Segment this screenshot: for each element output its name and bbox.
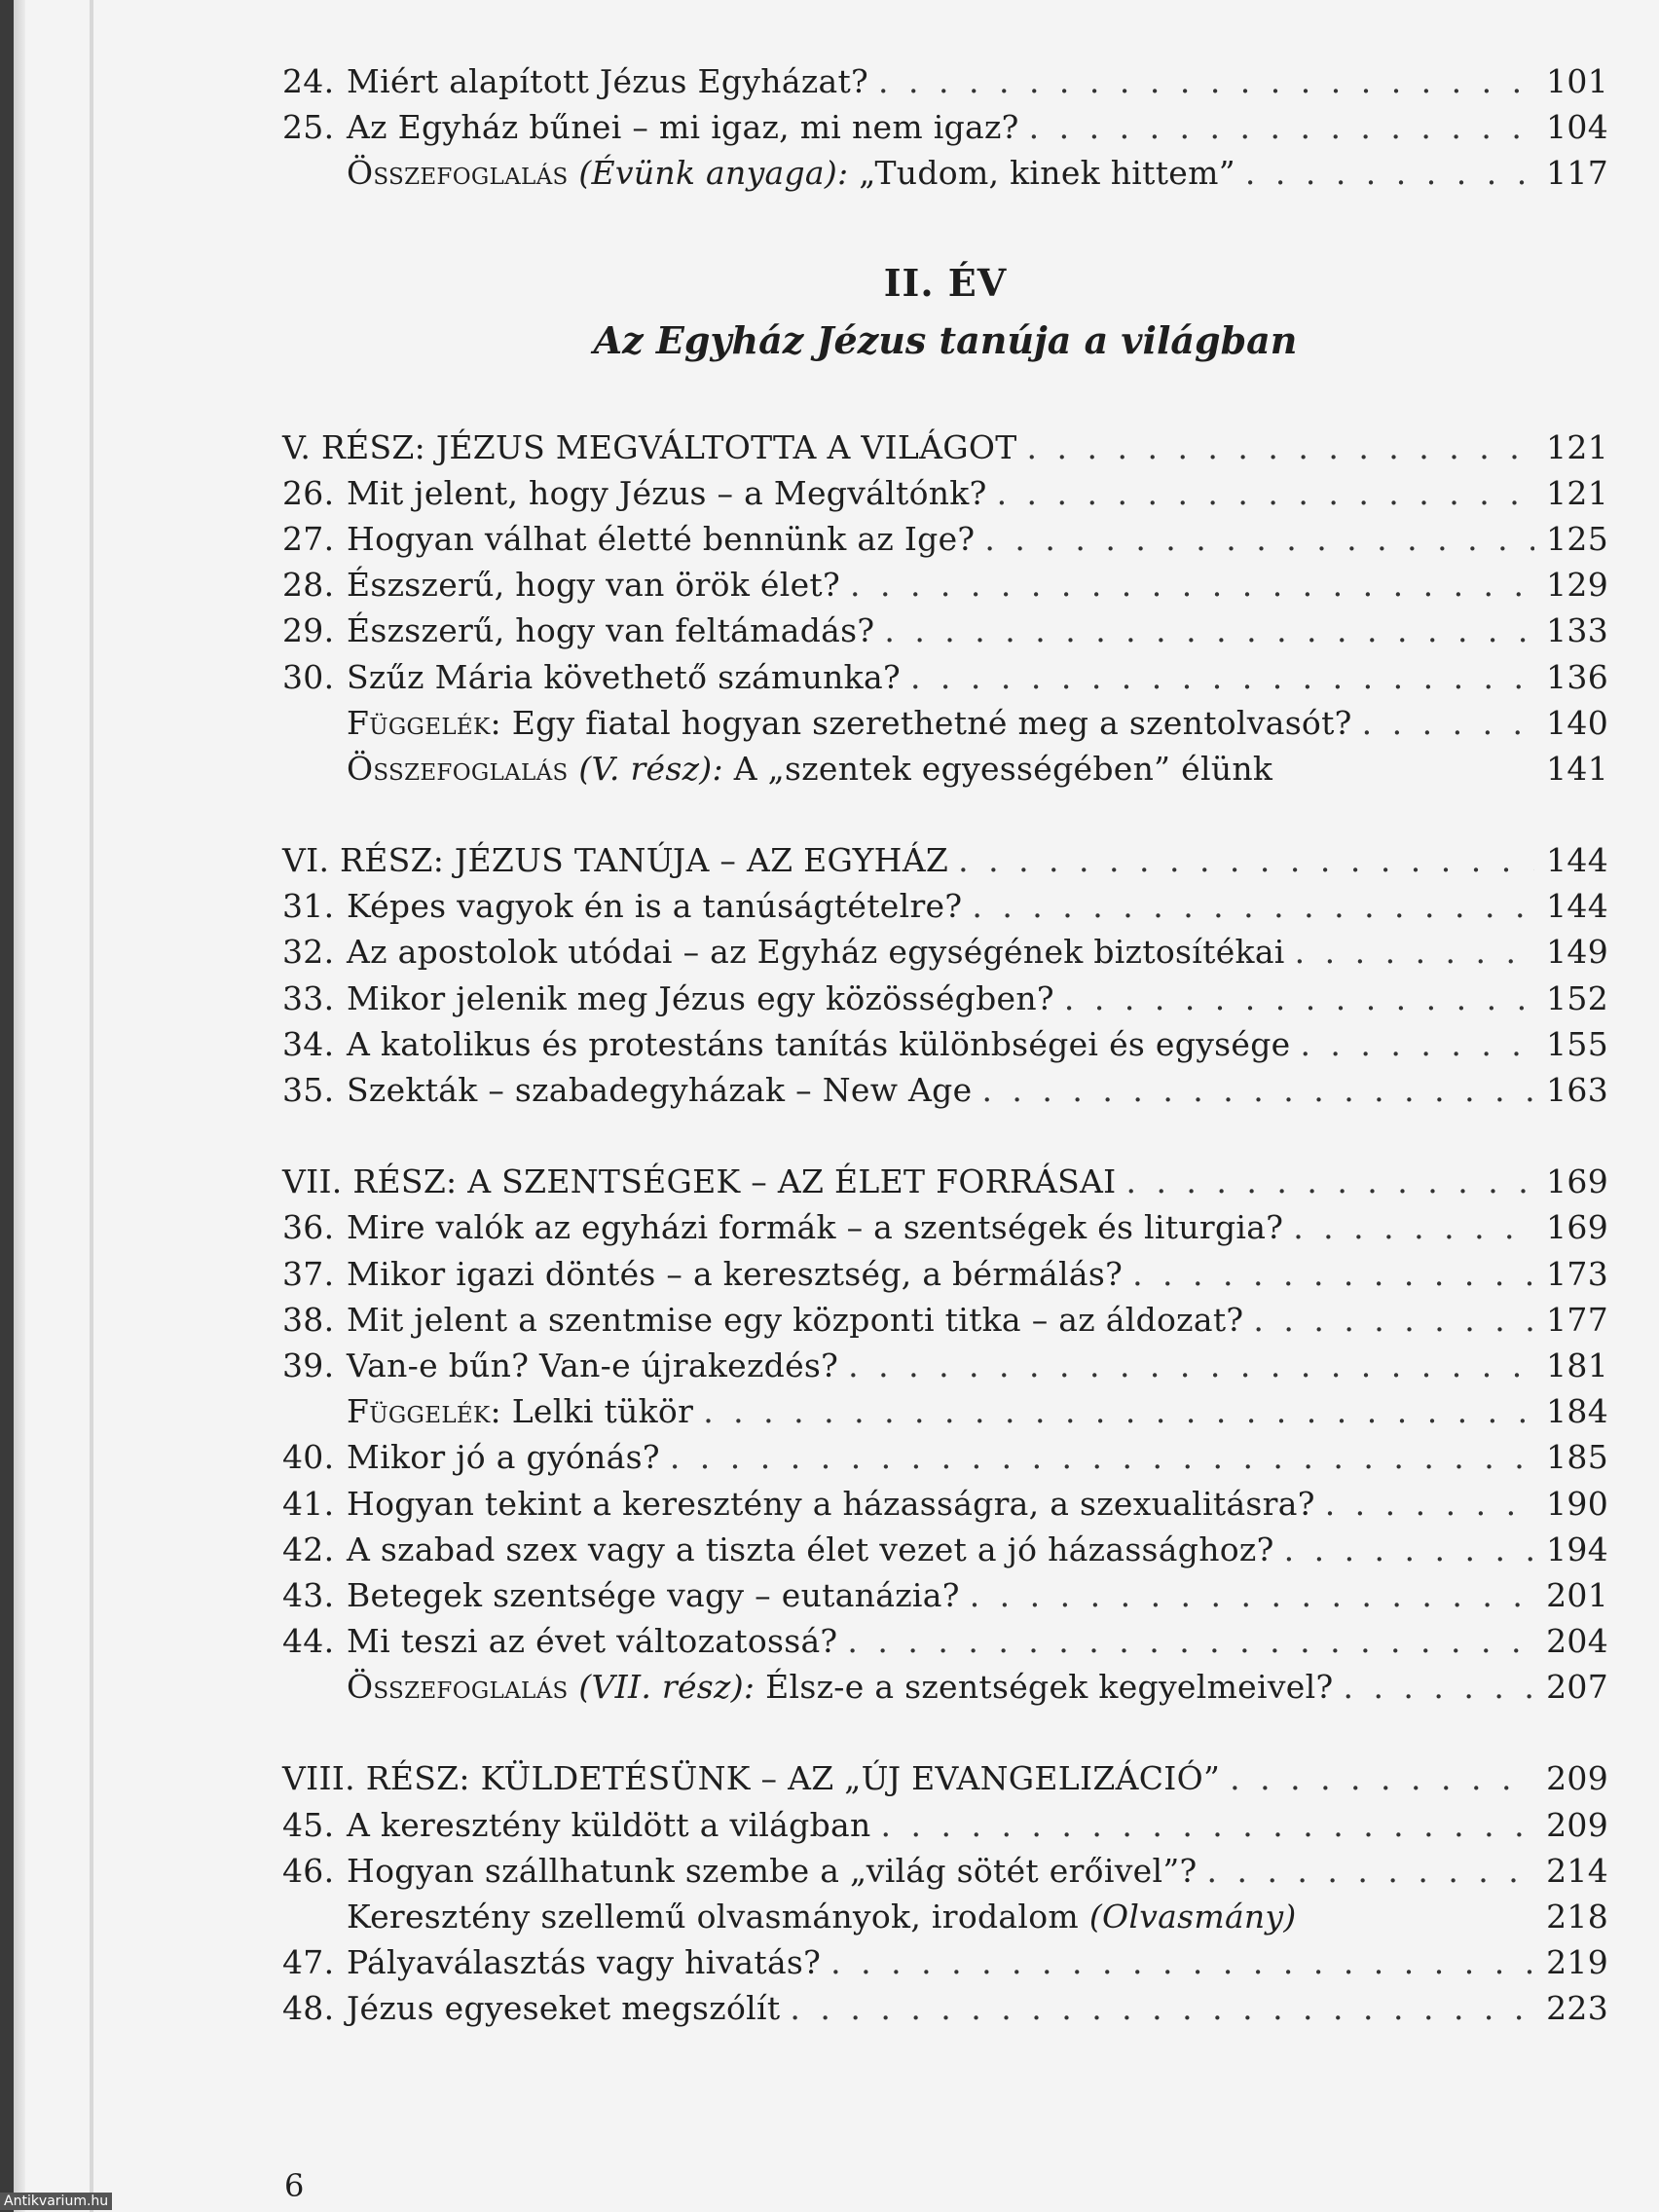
leader-dots: [1325, 1481, 1534, 1527]
leader-dots: [981, 1067, 1534, 1113]
leader-dots: [970, 1572, 1534, 1618]
entry-title: Hogyan válhat életté bennünk az Ige?: [347, 519, 976, 558]
leader-dots: [1362, 700, 1534, 746]
entry-page: 163: [1546, 1071, 1608, 1109]
entry-title: Képes vagyok én is a tanúságtételre?: [347, 887, 963, 926]
entry-page: 214: [1546, 1851, 1608, 1890]
entry-title: [347, 746, 1282, 792]
leader-dots: [1230, 1755, 1534, 1801]
toc-entry: [282, 1572, 1608, 1618]
entry-title: Hogyan szállhatunk szembe a „világ sötét erőivel”?: [347, 1851, 1198, 1890]
entry-page: 144: [1546, 887, 1608, 926]
toc-entry: [282, 976, 1608, 1021]
toc-appendix: [282, 1388, 1608, 1434]
entry-page: 209: [1546, 1759, 1608, 1798]
leader-dots: [1132, 1251, 1534, 1297]
leader-dots: [878, 58, 1534, 104]
entry-number: 35.: [282, 1071, 335, 1109]
year-subtitle: Az Egyház Jézus tanúja a világban: [593, 317, 1298, 362]
page-number: 6: [284, 2167, 305, 2204]
entry-number: 37.: [282, 1254, 335, 1293]
leader-dots: [1343, 1664, 1534, 1710]
entry-number: 48.: [282, 1989, 335, 2028]
leader-dots: [1064, 976, 1534, 1021]
entry-page: 121: [1546, 473, 1608, 512]
toc-entry: [282, 1985, 1608, 2031]
entry-number: 34.: [282, 1024, 335, 1063]
toc-entry: [282, 1204, 1608, 1250]
toc-entry: [282, 1067, 1608, 1113]
toc-summary: [282, 150, 1608, 196]
entry-page: 209: [1546, 1805, 1608, 1844]
watermark: Antikvarium.hu: [0, 2193, 112, 2210]
page-edge: [90, 0, 93, 2212]
toc-entry: [282, 654, 1608, 700]
entry-number: 33.: [282, 978, 335, 1017]
entry-title: Van-e bűn? Van-e újrakezdés?: [347, 1346, 839, 1384]
toc-entry: [282, 1434, 1608, 1480]
summary-title: A „szentek egyességében” élünk: [733, 749, 1273, 788]
entry-page: 184: [1546, 1392, 1608, 1431]
leader-dots: [881, 1802, 1535, 1848]
leader-dots: [1253, 1297, 1534, 1343]
summary-prefix: Összefoglalás: [347, 154, 569, 193]
leader-dots: [1206, 1848, 1534, 1894]
entry-page: 152: [1546, 978, 1608, 1017]
toc-entry: [282, 608, 1608, 653]
page-gutter: [14, 0, 25, 2212]
entry-title: Mit jelent a szentmise egy központi titka – az áldozat?: [347, 1300, 1244, 1339]
entry-number: 43.: [282, 1575, 335, 1614]
entry-page: 136: [1546, 657, 1608, 696]
entry-number: 46.: [282, 1851, 335, 1890]
appendix-title: Lelki tükör: [511, 1392, 694, 1431]
entry-title: A keresztény küldött a világban: [347, 1805, 871, 1844]
entry-title: Mikor jó a gyónás?: [347, 1438, 660, 1477]
part-heading: [282, 837, 1608, 883]
leader-dots: [984, 516, 1534, 562]
entry-title: Észszerű, hogy van feltámadás?: [347, 611, 875, 650]
toc-entry: [282, 1848, 1608, 1894]
toc-summary: [282, 1664, 1608, 1710]
entry-number: 26.: [282, 473, 335, 512]
toc-entry: [282, 1802, 1608, 1848]
leader-dots: [1027, 424, 1535, 470]
entry-page: 129: [1546, 566, 1608, 605]
book-page: [14, 0, 1659, 2212]
entry-title: Miért alapított Jézus Egyházat?: [347, 62, 869, 100]
entry-number: 38.: [282, 1300, 335, 1339]
entry-number: 45.: [282, 1805, 335, 1844]
toc-entry: [282, 1297, 1608, 1343]
entry-page: 218: [1546, 1898, 1608, 1936]
part-title: VII. RÉSZ: A SZENTSÉGEK – AZ ÉLET FORRÁSAI: [282, 1162, 1117, 1201]
entry-page: 190: [1546, 1484, 1608, 1523]
entry-title: Az Egyház bűnei – mi igaz, mi nem igaz?: [347, 108, 1019, 147]
entry-page: 177: [1546, 1300, 1608, 1339]
entry-page: 219: [1546, 1943, 1608, 1982]
entry-title: Az apostolok utódai – az Egyház egységének biztosítékai: [347, 933, 1285, 972]
entry-title: Hogyan tekint a keresztény a házasságra, a szexualitásra?: [347, 1484, 1315, 1523]
entry-title: Pályaválasztás vagy hivatás?: [347, 1943, 822, 1982]
leader-dots: [884, 608, 1534, 653]
entry-page: 104: [1546, 108, 1608, 147]
reading-title: Keresztény szellemű olvasmányok, irodalom: [347, 1898, 1080, 1936]
toc-entry: [282, 104, 1608, 150]
leader-dots: [1125, 1159, 1534, 1204]
entry-title: Mikor jelenik meg Jézus egy közösségben?: [347, 978, 1054, 1017]
toc-entry: [282, 929, 1608, 975]
leader-dots: [847, 1618, 1534, 1664]
appendix-prefix: Függelék:: [347, 703, 501, 742]
entry-page: 194: [1546, 1530, 1608, 1568]
leader-dots: [910, 654, 1534, 700]
leader-dots: [972, 883, 1534, 929]
entry-number: 30.: [282, 657, 335, 696]
entry-page: 149: [1546, 933, 1608, 972]
entry-page: 169: [1546, 1208, 1608, 1247]
leader-dots: [830, 1939, 1534, 1985]
toc-summary: [282, 746, 1608, 792]
entry-title: Mit jelent, hogy Jézus – a Megváltónk?: [347, 473, 987, 512]
entry-number: 42.: [282, 1530, 335, 1568]
part-heading: [282, 1159, 1608, 1204]
entry-number: 28.: [282, 566, 335, 605]
toc-entry: [282, 1527, 1608, 1572]
toc-entry: [282, 562, 1608, 608]
leader-dots: [670, 1434, 1534, 1480]
toc-entry: [282, 1939, 1608, 1985]
entry-title: [347, 700, 1362, 746]
entry-number: 32.: [282, 933, 335, 972]
entry-number: 36.: [282, 1208, 335, 1247]
entry-page: 201: [1546, 1575, 1608, 1614]
entry-number: 27.: [282, 519, 335, 558]
summary-title: Élsz-e a szentségek kegyelmeivel?: [765, 1668, 1334, 1707]
summary-scope: (VII. rész):: [578, 1668, 756, 1707]
leader-dots: [850, 562, 1534, 608]
entry-title: Mikor igazi döntés – a keresztség, a bérmálás?: [347, 1254, 1124, 1293]
entry-number: 41.: [282, 1484, 335, 1523]
leader-dots: [958, 837, 1534, 883]
leader-dots: [848, 1343, 1534, 1388]
entry-number: 29.: [282, 611, 335, 650]
toc-entry: [282, 883, 1608, 929]
entry-page: 204: [1546, 1622, 1608, 1661]
entry-title: Észszerű, hogy van örök élet?: [347, 566, 840, 605]
entry-page: 185: [1546, 1438, 1608, 1477]
leader-dots: [1284, 1527, 1535, 1572]
part-heading: [282, 1755, 1608, 1801]
summary-scope: (Évünk anyaga):: [578, 154, 849, 193]
entry-page: 101: [1546, 62, 1608, 100]
entry-number: 40.: [282, 1438, 335, 1477]
entry-title: A szabad szex vagy a tiszta élet vezet a jó házassághoz?: [347, 1530, 1274, 1568]
entry-number: 25.: [282, 108, 335, 147]
summary-scope: (V. rész):: [578, 749, 723, 788]
entry-page: 117: [1546, 154, 1608, 193]
year-title: II. ÉV: [883, 260, 1008, 305]
toc-entry: [282, 1021, 1608, 1067]
toc-entry: [282, 58, 1608, 104]
entry-page: 181: [1546, 1346, 1608, 1384]
entry-page: 155: [1546, 1024, 1608, 1063]
entry-page: 121: [1546, 427, 1608, 466]
entry-title: Jézus egyeseket megszólít: [347, 1989, 781, 2028]
entry-title: [347, 1388, 703, 1434]
entry-page: 144: [1546, 841, 1608, 880]
entry-page: 173: [1546, 1254, 1608, 1293]
entry-title: Szekták – szabadegyházak – New Age: [347, 1071, 973, 1109]
entry-page: 125: [1546, 519, 1608, 558]
table-of-contents: [282, 58, 1608, 2032]
entry-page: 169: [1546, 1162, 1608, 1201]
entry-title: Szűz Mária követhető számunka?: [347, 657, 901, 696]
entry-page: 223: [1546, 1989, 1608, 2028]
entry-page: 133: [1546, 611, 1608, 650]
toc-entry: [282, 1481, 1608, 1527]
leader-dots: [997, 470, 1535, 516]
appendix-title: Egy fiatal hogyan szerethetné meg a szentolvasót?: [511, 703, 1352, 742]
summary-prefix: Összefoglalás: [347, 749, 569, 788]
toc-appendix: [282, 700, 1608, 746]
entry-title: [347, 1894, 1307, 1939]
leader-dots: [1295, 929, 1534, 975]
entry-number: 47.: [282, 1943, 335, 1982]
entry-title: Betegek szentsége vagy – eutanázia?: [347, 1575, 960, 1614]
part-title: V. RÉSZ: JÉZUS MEGVÁLTOTTA A VILÁGOT: [282, 427, 1017, 466]
entry-title: Mi teszi az évet változatossá?: [347, 1622, 838, 1661]
toc-entry: [282, 1618, 1608, 1664]
leader-dots: [1293, 1204, 1534, 1250]
leader-dots: [703, 1388, 1534, 1434]
reading-type: (Olvasmány): [1088, 1898, 1297, 1936]
entry-title: [347, 1664, 1343, 1710]
entry-page: 141: [1546, 749, 1608, 788]
part-heading: [282, 424, 1608, 470]
entry-number: 24.: [282, 62, 335, 100]
part-title: VI. RÉSZ: JÉZUS TANÚJA – AZ EGYHÁZ: [282, 841, 949, 880]
summary-prefix: Összefoglalás: [347, 1668, 569, 1707]
leader-dots: [790, 1985, 1534, 2031]
toc-reading: [282, 1894, 1608, 1939]
entry-page: 207: [1546, 1668, 1608, 1707]
entry-page: 140: [1546, 703, 1608, 742]
entry-title: [347, 150, 1245, 196]
entry-number: 31.: [282, 887, 335, 926]
appendix-prefix: Függelék:: [347, 1392, 501, 1431]
toc-entry: [282, 1343, 1608, 1388]
summary-title: „Tudom, kinek hittem”: [859, 154, 1235, 193]
entry-title: Mire valók az egyházi formák – a szentségek és liturgia?: [347, 1208, 1284, 1247]
part-title: VIII. RÉSZ: KÜLDETÉSÜNK – AZ „ÚJ EVANGELIZÁCIÓ”: [282, 1759, 1221, 1798]
leader-dots: [1029, 104, 1534, 150]
leader-dots: [1245, 150, 1534, 196]
leader-dots: [1300, 1021, 1534, 1067]
entry-title: A katolikus és protestáns tanítás különbségei és egysége: [347, 1024, 1291, 1063]
toc-entry: [282, 470, 1608, 516]
toc-entry: [282, 516, 1608, 562]
entry-number: 39.: [282, 1346, 335, 1384]
entry-number: 44.: [282, 1622, 335, 1661]
toc-entry: [282, 1251, 1608, 1297]
